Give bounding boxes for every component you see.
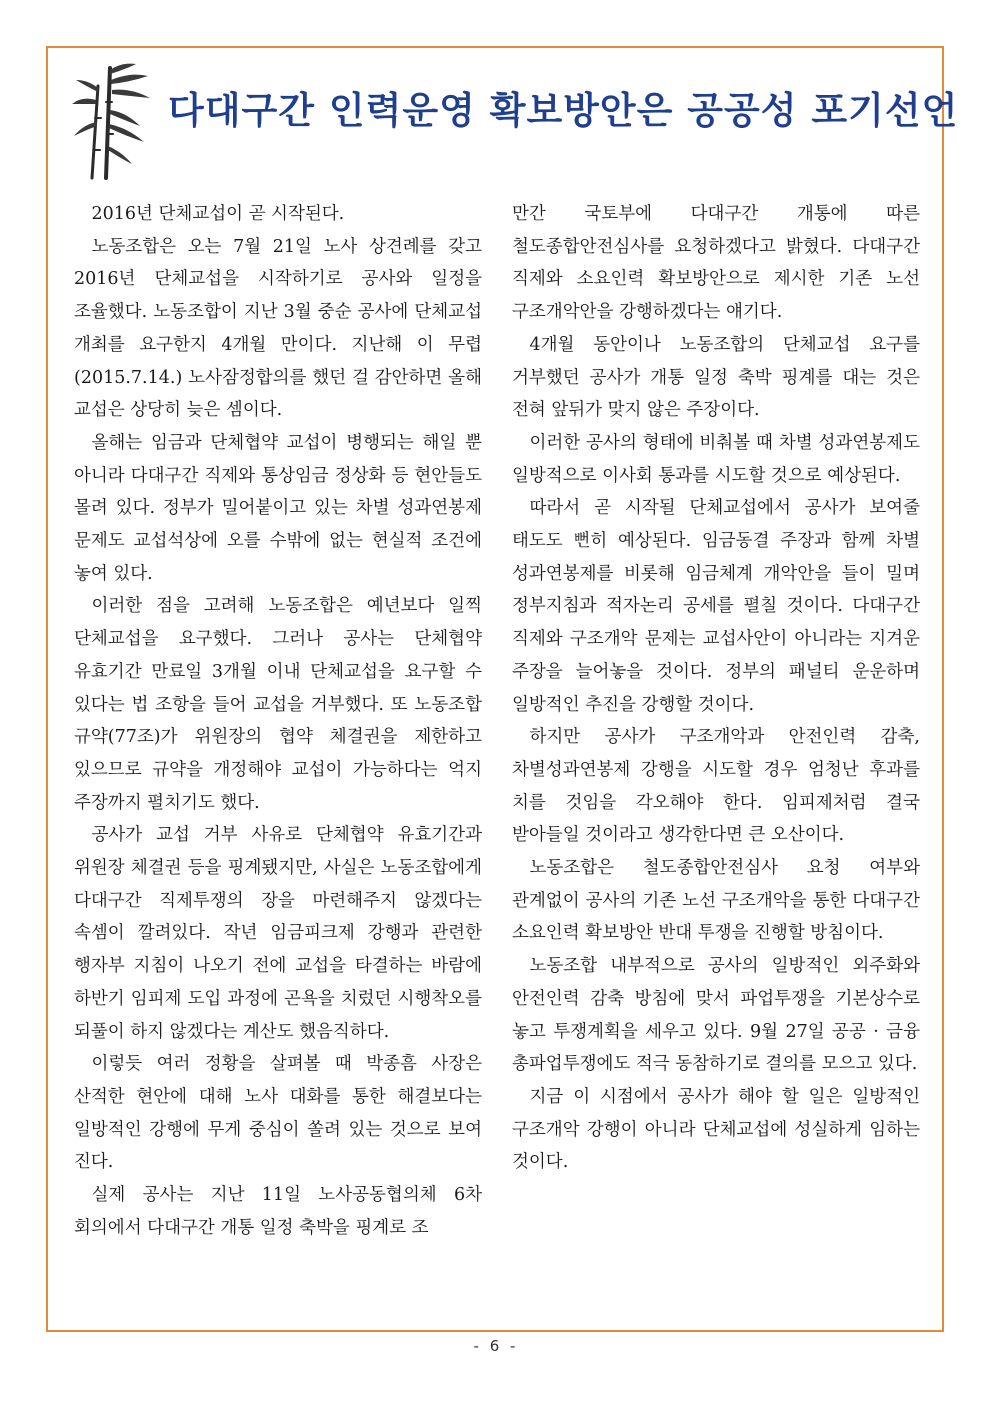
paragraph: 노동조합은 오는 7월 21일 노사 상견례를 갖고 2016년 단체교섭을 시작하기로 공사와 일정을 조율했다. 노동조합이 지난 3월 중순 공사에 단체교섭 개최를 요구한지 4개월 만이다. 지난해 이 무렵(2015.7.14.) 노사잠정합의를 했던 걸 감안하면 올해 교섭은 상당히 늦은 셈이다. [74,236,482,421]
bamboo-illustration [70,62,166,180]
article-column-left [74,198,482,1245]
paragraph: 이러한 공사의 형태에 비춰볼 때 차별 성과연봉제도 일방적으로 이사회 통과를 시도할 것으로 예상된다. [512,432,920,486]
article-column-right [512,198,920,1179]
paragraph: 올해는 임금과 단체협약 교섭이 병행되는 해일 뿐 아니라 다대구간 직제와 통상임금 정상화 등 현안들도 몰려 있다. 정부가 밀어붙이고 있는 차별 성과연봉제 문제도 교섭석상에 오를 수밖에 없는 현실적 조건에 놓여 있다. [74,432,482,584]
paragraph: 4개월 동안이나 노동조합의 단체교섭 요구를 거부했던 공사가 개통 일정 축박 핑계를 대는 것은 전혀 앞뒤가 맞지 않은 주장이다. [512,334,920,421]
article-title: 다대구간 인력운영 확보방안은 공공성 포기선언 [168,89,959,132]
paragraph: 실제 공사는 지난 11일 노사공동협의체 6차 회의에서 다대구간 개통 일정 축박을 핑계로 조 [74,1185,482,1238]
paragraph: 이렇듯 여러 정황을 살펴볼 때 박종흠 사장은 산적한 현안에 대해 노사 대화를 통한 해결보다는 일방적인 강행에 무게 중심이 쏠려 있는 것으로 보여 진다. [74,1054,482,1173]
paragraph: 노동조합은 철도종합안전심사 요청 여부와 관계없이 공사의 기존 노선 구조개악을 통한 다대구간 소요인력 확보방안 반대 투쟁을 진행할 방침이다. [512,858,920,944]
page-number: - 6 - [473,1337,519,1355]
paragraph: 만간 국토부에 다대구간 개통에 따른 철도종합안전심사를 요청하겠다고 밝혔다. 다대구간 직제와 소요인력 확보방안으로 제시한 기존 노선 구조개악안을 강행하겠다는 얘기다. [512,204,920,323]
paragraph: 하지만 공사가 구조개악과 안전인력 감축, 차별성과연봉제 강행을 시도할 경우 엄청난 후과를 치를 것임을 각오해야 한다. 임피제처럼 결국 받아들일 것이라고 생각한다면 큰 오산이다. [512,727,920,846]
paragraph: 2016년 단체교섭이 곧 시작된다. [91,204,345,224]
paragraph: 이러한 점을 고려해 노동조합은 예년보다 일찍 단체교섭을 요구했다. 그러나 공사는 단체협약 유효기간 만료일 3개월 이내 단체교섭을 요구할 수 있다는 법 조항을 들어 교섭을 거부했다. 또 노동조합 규약(77조)가 위원장의 협약 체결권을 제한하고 있으므로 규약을 개정해야 교섭이 가능하다는 억지 주장까지 펼치기도 했다. [74,596,482,813]
paragraph: 공사가 교섭 거부 사유로 단체협약 유효기간과 위원장 체결권 등을 핑계됐지만, 사실은 노동조합에게 다대구간 직제투쟁의 장을 마련해주지 않겠다는 속셈이 깔려있다. 작년 임금피크제 강행과 관련한 행자부 지침이 나오기 전에 교섭을 타결하는 바람에 하반기 임피제 도입 과정에 곤욕을 치렀던 시행착오를 되풀이 하지 않겠다는 계산도 했음직하다. [74,825,482,1042]
paragraph: 지금 이 시점에서 공사가 해야 할 일은 일방적인 구조개악 강행이 아니라 단체교섭에 성실하게 임하는 것이다. [512,1086,920,1173]
paragraph: 따라서 곧 시작될 단체교섭에서 공사가 보여줄 태도도 뻔히 예상된다. 임금동결 주장과 함께 차별 성과연봉제를 비롯해 임금체계 개악안을 들이 밀며 정부지침과 적자논리 공세를 펼칠 것이다. 다대구간 직제와 구조개악 문제는 교섭사안이 아니라는 지겨운 주장을 늘어놓을 것이다. 정부의 패널티 운운하며 일방적인 추진을 강행할 것이다. [512,498,920,715]
paragraph: 노동조합 내부적으로 공사의 일방적인 외주화와 안전인력 감축 방침에 맞서 파업투쟁을 기본상수로 놓고 투쟁계획을 세우고 있다. 9월 27일 공공 · 금융 총파업투쟁에도 적극 동참하기로 결의를 모으고 있다. [512,956,920,1075]
